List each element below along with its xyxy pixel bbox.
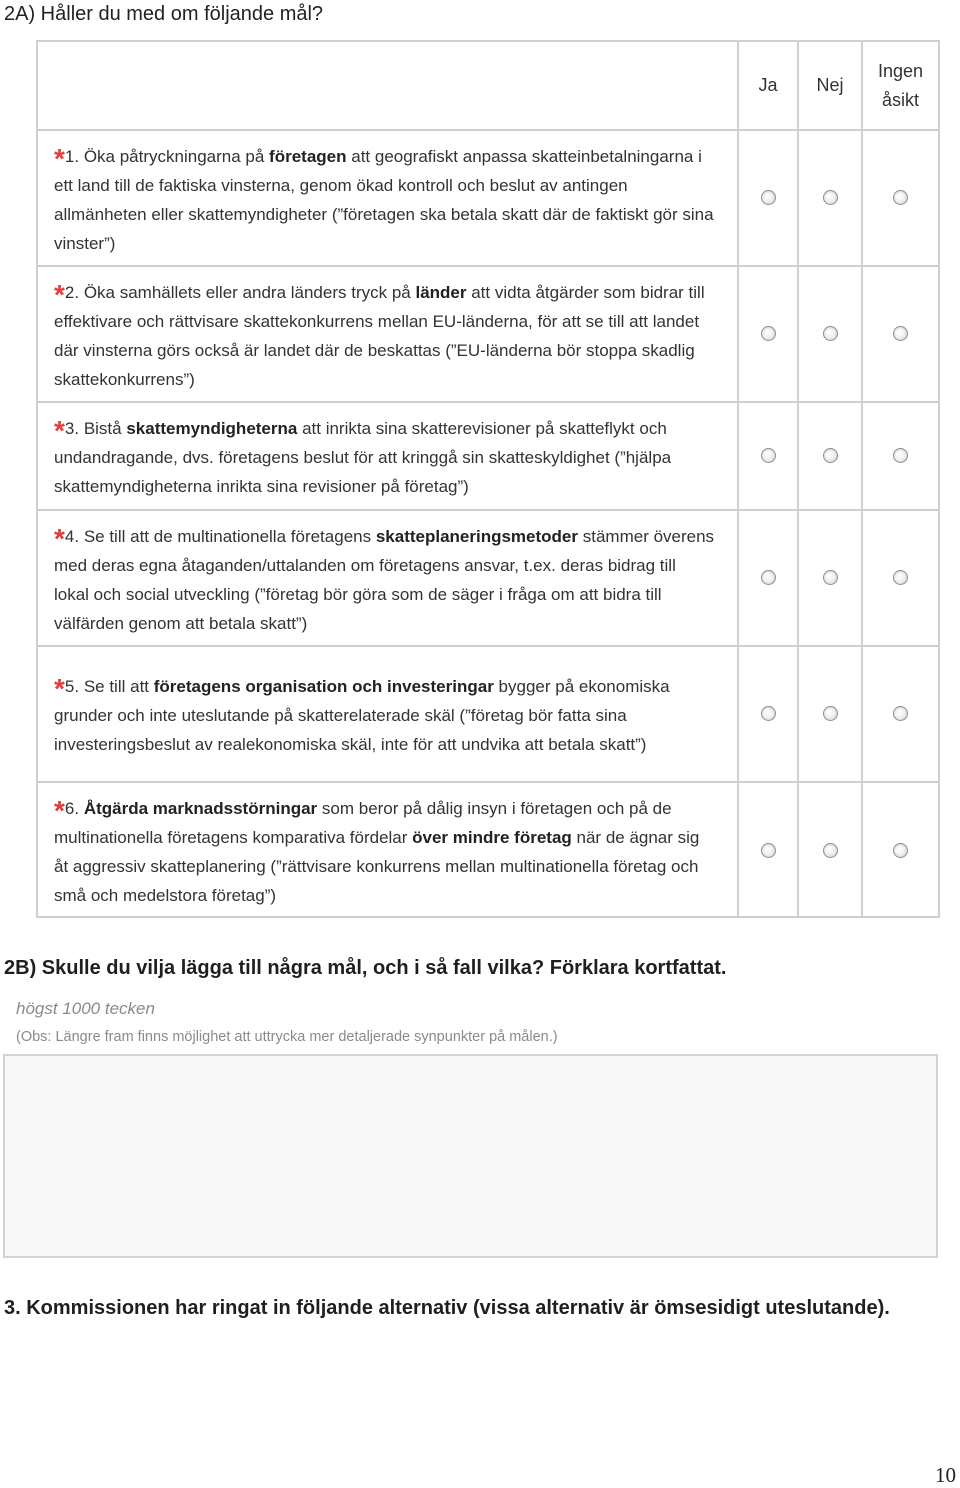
additional-goals-textarea[interactable] <box>3 1054 938 1258</box>
page-number: 10 <box>935 1463 956 1487</box>
radio-cell-ingen-asikt[interactable] <box>862 130 938 266</box>
question-text-segment: stämmer överens med deras egna åtaganden/uttalanden om företagens ansvar, t.ex. deras bidrag till lokal och social utveckling (”företag bör göra som de säger i fråga om att bidra till välfärden genom att betala skatt”) <box>54 526 715 633</box>
radio-cell-ingen-asikt[interactable] <box>862 402 938 510</box>
radio-cell-nej[interactable] <box>798 402 862 510</box>
required-star: * <box>54 142 65 174</box>
required-star: * <box>54 673 65 704</box>
radio-nej-q6[interactable] <box>823 843 838 858</box>
radio-nej-q4[interactable] <box>823 570 838 585</box>
column-header-ja: Ja <box>738 42 798 130</box>
question-text-segment: som beror på dålig insyn i företagen och på de multinationella företagens komparativa fördelar <box>54 799 672 847</box>
radio-nej-q2[interactable] <box>823 326 838 341</box>
radio-ja-q1[interactable] <box>761 190 776 205</box>
radio-ja-q4[interactable] <box>761 570 776 585</box>
radio-nej-q3[interactable] <box>823 448 838 463</box>
radio-cell-ja[interactable] <box>738 646 798 782</box>
column-header-nej: Nej <box>798 42 862 130</box>
radio-ja-q5[interactable] <box>761 706 776 721</box>
radio-ingen-asikt-q6[interactable] <box>893 843 908 858</box>
question-text-segment: bygger på ekonomiska grunder och inte uteslutande på skatterelaterade skäl (”företag bör fatta sina investeringsbeslut av realekonomiska skäl, inte för att undvika att betala skatt”) <box>54 677 670 754</box>
character-limit-hint: högst 1000 tecken <box>16 999 155 1018</box>
radio-cell-ja[interactable] <box>738 402 798 510</box>
question-text <box>38 402 738 510</box>
question-number: 3. <box>64 419 80 438</box>
radio-ingen-asikt-q3[interactable] <box>893 448 908 463</box>
radio-nej-q5[interactable] <box>823 706 838 721</box>
question-number: 4. <box>64 526 80 546</box>
question-text-segment: att inrikta sina skatterevisioner på skatteflykt och undandragande, dvs. företagens beslut för att kringgå sin skatteskyldighet (”hjälpa skattemyndigheterna inrikta sina revisioner på företag”) <box>54 419 672 496</box>
radio-cell-ingen-asikt[interactable] <box>862 510 938 646</box>
question-emphasis: Åtgärda marknadsstörningar <box>83 799 318 818</box>
radio-ja-q2[interactable] <box>761 326 776 341</box>
question-emphasis: över mindre företag <box>412 828 572 847</box>
radio-ingen-asikt-q5[interactable] <box>893 706 908 721</box>
required-star: * <box>54 522 65 554</box>
radio-cell-nej[interactable] <box>798 646 862 782</box>
radio-cell-ja[interactable] <box>738 130 798 266</box>
question-text-segment: Se till att de multinationella företagens <box>79 526 376 546</box>
radio-ingen-asikt-q1[interactable] <box>893 190 908 205</box>
question-text <box>38 510 738 646</box>
radio-ja-q6[interactable] <box>761 843 776 858</box>
section-2b-title: 2B) Skulle du vilja lägga till några mål, och i så fall vilka? Förklara kortfattat. <box>4 957 727 979</box>
question-number: 1. <box>64 146 80 166</box>
radio-cell-ja[interactable] <box>738 266 798 402</box>
section-2b-note: (Obs: Längre fram finns möjlighet att uttrycka mer detaljerade synpunkter på målen.) <box>16 1029 558 1045</box>
question-text-segment: att geografiskt anpassa skatteinbetalningarna i ett land till de faktiska vinsterna, genom ökad kontroll och beslut av antingen allmänheten eller skattemyndigheter (”företagen ska betala skatt där de faktiskt gör sina vinster”) <box>54 146 714 253</box>
question-number: 6. <box>64 799 80 818</box>
radio-cell-ingen-asikt[interactable] <box>862 266 938 402</box>
question-text-segment: när de ägnar sig åt aggressiv skatteplanering (”rättvisare konkurrens mellan multinationella företag och små och medelstora företag”) <box>54 828 700 905</box>
question-text-segment: Öka påtryckningarna på <box>79 146 270 166</box>
question-emphasis: företagen <box>269 146 347 166</box>
radio-cell-ingen-asikt[interactable] <box>862 782 938 918</box>
question-row <box>38 402 938 510</box>
radio-cell-nej[interactable] <box>798 510 862 646</box>
radio-cell-nej[interactable] <box>798 130 862 266</box>
question-text-segment: Bistå <box>79 419 127 438</box>
grid-header-blank <box>38 42 738 130</box>
question-number: 2. <box>64 282 80 302</box>
section-3-title: 3. Kommissionen har ringat in följande alternativ (vissa alternativ är ömsesidigt uteslutande). <box>4 1297 890 1319</box>
question-emphasis: företagens organisation och investeringar <box>153 677 494 696</box>
question-text <box>38 646 738 782</box>
question-row <box>38 646 938 782</box>
question-text <box>38 782 738 918</box>
question-text-segment: Öka samhällets eller andra länders tryck på <box>79 282 416 302</box>
radio-cell-ja[interactable] <box>738 782 798 918</box>
question-row <box>38 510 938 646</box>
radio-cell-ingen-asikt[interactable] <box>862 646 938 782</box>
required-star: * <box>54 278 65 310</box>
question-number: 5. <box>64 677 80 696</box>
question-row <box>38 782 938 918</box>
question-text-segment: att vidta åtgärder som bidrar till effektivare och rättvisare skattekonkurrens mellan EU-länderna, för att se till att landet där vinsterna görs också är landet där de beskattas (”EU-länderna bör stoppa skadlig skattekonkurrens”) <box>54 282 705 389</box>
question-emphasis: skattemyndigheterna <box>126 419 298 438</box>
question-emphasis: skatteplaneringsmetoder <box>375 526 579 546</box>
required-star: * <box>54 415 65 446</box>
radio-ingen-asikt-q2[interactable] <box>893 326 908 341</box>
question-emphasis: länder <box>415 282 467 302</box>
question-text-segment: Se till att <box>79 677 154 696</box>
radio-cell-nej[interactable] <box>798 266 862 402</box>
section-2a-title: 2A) Håller du med om följande mål? <box>4 3 324 25</box>
required-star: * <box>54 795 65 826</box>
radio-cell-nej[interactable] <box>798 782 862 918</box>
grid-header-row <box>38 42 938 130</box>
radio-cell-ja[interactable] <box>738 510 798 646</box>
radio-ja-q3[interactable] <box>761 448 776 463</box>
radio-ingen-asikt-q4[interactable] <box>893 570 908 585</box>
radio-nej-q1[interactable] <box>823 190 838 205</box>
question-row <box>38 266 938 402</box>
question-text <box>38 266 738 402</box>
column-header-ingen-asikt: Ingen åsikt <box>862 42 938 130</box>
question-text <box>38 130 738 266</box>
question-grid <box>36 40 940 918</box>
question-row <box>38 130 938 266</box>
